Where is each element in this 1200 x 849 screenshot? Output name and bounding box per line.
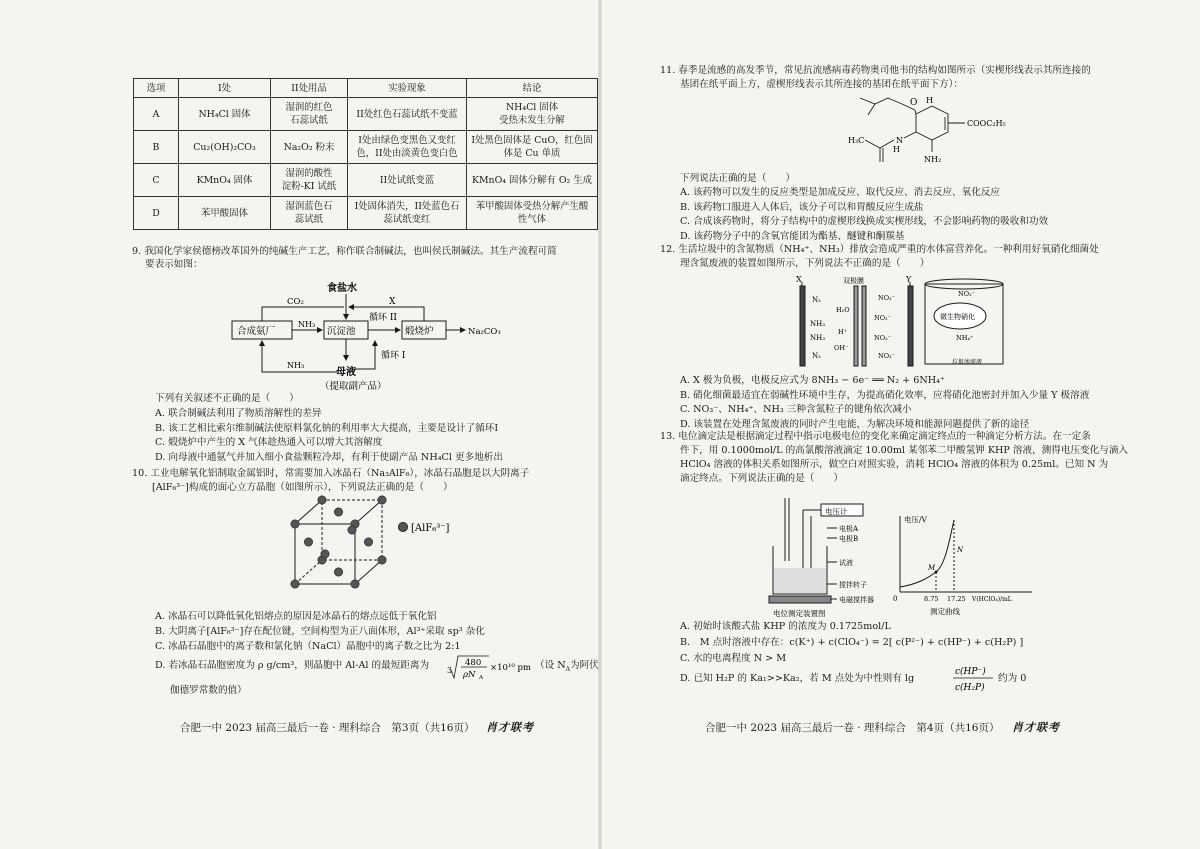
right-page — [600, 0, 1200, 849]
crystal-sphere — [291, 520, 299, 528]
cell-site-1: NH₄Cl 固体 — [179, 98, 271, 131]
molecule-structure — [820, 90, 1040, 170]
q13-stem-4: 滴定终点。下列说法正确的是（ ） — [680, 473, 844, 484]
table-row — [134, 164, 598, 197]
experiment-table — [133, 78, 598, 230]
formula-numerator: 480 — [465, 658, 482, 668]
cell-site-2: 湿润的酸性 淀粉-KI 试纸 — [271, 164, 348, 197]
option-item: C. 水的电离程度 N > M — [680, 653, 787, 664]
q13-option-d-text: D. 已知 H₂P 的 Ka₁>>Ka₂，若 M 点处为中性则有 lg — [680, 673, 915, 684]
crystal-sphere — [378, 496, 386, 504]
q10-option-d-text: D. 若冰晶石晶胞密度为 ρ g/cm³，则晶胞中 Al-Al 的最短距离为 — [155, 660, 430, 671]
option-item: C. NO₃⁻、NH₄⁺、NH₃ 三种含氮粒子的键角依次减小 — [680, 404, 912, 415]
cell-conclusion: I处黑色固体是 CuO，红色固 体是 Cu 单质 — [467, 131, 598, 164]
cell-no3-d: NO₃⁻ — [878, 352, 896, 360]
flow-ammonia-plant: 合成氨厂 — [237, 326, 276, 337]
cell-site-1: 苯甲酸固体 — [179, 197, 271, 230]
cell-option: B — [134, 131, 179, 164]
q9-stem-2: 要表示如图： — [145, 259, 203, 270]
footer-right: 合肥一中 2023 届高三最后一卷 · 理科综合 第4页（共16页） — [705, 722, 1000, 734]
curve-origin: 0 — [893, 595, 898, 603]
cell-leachate: 垃圾渗滤液 — [952, 359, 983, 366]
option-item: B. 大阴离子[AlF₆³⁻]存在配位键，空间构型为正八面体形，Al³⁺采取 sp³ 杂化 — [155, 626, 485, 637]
cell-n2-a: N₂ — [812, 296, 821, 304]
option-item: A. 初始时该酸式盐 KHP 的浓度为 0.1725mol/L — [680, 621, 891, 632]
cell-no3-e: NO₃⁻ — [958, 290, 976, 298]
q9-prompt: 下列有关叙述不正确的是（ ） — [155, 393, 299, 404]
q12-stem-2: 理含氮废液的装置如图所示，下列说法不正确的是（ ） — [680, 258, 930, 269]
crystal-sphere — [334, 508, 342, 516]
option-item: C. 合成该药物时，将分子结构中的虚楔形线换成实楔形线，不会影响药物的吸收和功效 — [680, 216, 1049, 227]
crystal-sphere — [304, 538, 312, 546]
seal-right: 肖才联考 — [1012, 721, 1060, 734]
crystal-sphere — [348, 526, 356, 534]
q10-option-d-end: 伽德罗常数的值） — [170, 685, 247, 696]
curve-xlabel: V(HClO₄)/mL — [972, 596, 1012, 603]
option-item: B. 该药物口服进入人体后，该分子可以和胃酸反应生成盐 — [680, 201, 924, 213]
curve-n: N — [957, 546, 964, 554]
q9-stem-1: 9. 我国化学家侯德榜改革国外的纯碱生产工艺，称作联合制碱法，也叫侯氏制碱法。其生产流程可简 — [132, 246, 557, 257]
header-site-1: I处 — [179, 79, 271, 98]
cell-membrane: 双极膜 — [843, 277, 864, 285]
option-item: B. 硝化细菌最适宜在弱碱性环境中生存，为提高硝化效率，应将硝化池密封并加入少量 Y 极溶液 — [680, 389, 1090, 401]
mol-n: N — [896, 136, 903, 145]
cell-bio: 微生物硝化 — [940, 313, 975, 321]
option-item: D. 该装置在处理含氮废液的同时产生电能，为解决环境和能源问题提供了新的途径 — [680, 418, 1030, 430]
q11-stem-1: 11. 春季是流感的高发季节，常见抗流感病毒药物奥司他韦的结构如图所示（实楔形线表示其所连接的 — [660, 65, 1091, 76]
option-item: C. 冰晶石晶胞中的离子数和氯化钠（NaCl）晶胞中的离子数之比为 2:1 — [155, 641, 461, 652]
crystal-sphere — [351, 580, 359, 588]
option-item: A. X 极为负极，电极反应式为 8NH₃ − 6e⁻ ══ N₂ + 6NH₄⁺ — [680, 375, 945, 386]
cell-h2o: H₂O — [836, 306, 850, 314]
option-item: C. 煅烧炉中产生的 X 气体趁热通入可以增大其溶解度 — [155, 437, 383, 448]
cell-conclusion: NH₄Cl 固体 受热未发生分解 — [467, 98, 598, 131]
flow-diagram — [225, 280, 535, 395]
crystal-legend — [396, 518, 466, 536]
cell-option: A — [134, 98, 179, 131]
apparatus-electrode-b: 电极B — [839, 535, 859, 543]
cell-phenomenon: II处红色石蕊试纸不变蓝 — [348, 98, 467, 131]
crystal-sphere — [321, 550, 329, 558]
mol-nh2: NH₂ — [924, 155, 942, 164]
flow-x-label: X — [389, 297, 396, 307]
curve-x2: 17.25 — [947, 595, 966, 603]
table-header-row — [134, 79, 598, 98]
table-row — [134, 98, 598, 131]
q13-option-d-tail: 约为 0 — [998, 673, 1027, 684]
fraction-numerator: c(HP⁻) — [955, 667, 986, 677]
q10-stem-1: 10. 工业电解氧化铝制取金属铝时，常需要加入冰晶石（Na₃AlF₆），冰晶石晶胞是以大阴离子 — [132, 468, 530, 479]
flow-cycle-1: 循环 I — [381, 351, 406, 361]
header-option: 选项 — [134, 79, 179, 98]
cell-phenomenon: II处试纸变蓝 — [348, 164, 467, 197]
cell-site-2: 湿润蓝色石 蕊试纸 — [271, 197, 348, 230]
option-item: B. M 点时溶液中存在：c(K⁺) + c(ClO₄⁻) = 2[ c(P²⁻) + c(HP⁻) + c(H₂P) ] — [680, 637, 1024, 648]
crystal-sphere — [378, 556, 386, 564]
option-item: D. 向母液中通氨气并加入细小食盐颗粒冷却，有利于使副产品 NH₄Cl 更多地析出 — [155, 451, 503, 463]
mol-h3c: H₃C — [848, 136, 865, 145]
q12-stem-1: 12. 生活垃圾中的含氮物质（NH₄⁺、NH₃）排放会造成严重的水体富营养化。一种利用好氧硝化细菌处 — [660, 244, 1099, 255]
flow-product: Na₂CO₃ — [468, 327, 501, 337]
cell-option: D — [134, 197, 179, 230]
cell-hplus: H⁺ — [838, 328, 848, 336]
apparatus-stirbar: 搅拌转子 — [839, 581, 867, 589]
table-row — [134, 131, 598, 164]
q13-stem-3: HClO₄ 溶液的体积关系如图所示，做空白对照实验，消耗 HClO₄ 溶液的体积为 0.25ml。已知 N 为 — [680, 459, 1109, 470]
cell-option: C — [134, 164, 179, 197]
sphere-icon — [399, 523, 408, 532]
flow-nh3-label-a: NH₃ — [298, 320, 316, 329]
cell-n2-b: N₂ — [812, 352, 821, 360]
apparatus-electrode-a: 电极A — [839, 525, 859, 533]
cell-phenomenon: I处固体消失，II处蓝色石 蕊试纸变红 — [348, 197, 467, 230]
mol-o: O — [910, 98, 918, 108]
mol-h-top: H — [926, 96, 933, 105]
formula-denominator: ρN — [463, 670, 476, 680]
electrochemical-cell-diagram — [790, 274, 1050, 374]
titration-apparatus — [765, 496, 885, 618]
apparatus-sample: 试液 — [839, 559, 853, 567]
crystal-cell-diagram — [280, 494, 400, 602]
flow-byproduct: （提取副产品） — [320, 381, 387, 392]
svg-text:3: 3 — [447, 666, 453, 675]
flow-co2-label: CO₂ — [287, 297, 304, 307]
mol-cooc: COOC₂H₅ — [967, 119, 1006, 128]
cell-y: Y — [906, 275, 912, 284]
option-item: A. 联合制碱法利用了物质溶解性的差异 — [155, 408, 322, 419]
header-phenomenon: 实验现象 — [348, 79, 467, 98]
formula-sub: A — [479, 675, 483, 681]
curve-x1: 8.75 — [924, 595, 939, 603]
flow-tank: 沉淀池 — [327, 326, 356, 337]
cell-site-1: KMnO₄ 固体 — [179, 164, 271, 197]
cell-phenomenon: I处由绿色变黑色又变红 色，II处由淡黄色变白色 — [348, 131, 467, 164]
cell-conclusion: 苯甲酸固体受热分解产生酸 性气体 — [467, 197, 598, 230]
curve-ylabel: 电压/V — [904, 515, 927, 524]
cell-nh4: NH₄⁺ — [956, 334, 974, 342]
cell-site-2: Na₂O₂ 粉末 — [271, 131, 348, 164]
formula-power: ×10¹⁰ pm — [490, 663, 531, 673]
crystal-sphere — [318, 496, 326, 504]
table-body — [134, 98, 598, 230]
mol-h: H — [893, 145, 900, 154]
crystal-legend-label: [AlF₆³⁻] — [411, 523, 450, 534]
cell-ohminus: OH⁻ — [834, 344, 849, 352]
q13-option-d-fraction — [951, 662, 1001, 696]
cell-site-2: 湿润的红色 石蕊试纸 — [271, 98, 348, 131]
option-item: A. 该药物可以发生的反应类型是加成反应、取代反应、消去反应、氧化反应 — [680, 187, 1001, 198]
cell-no3-c: NO₃⁻ — [874, 334, 892, 342]
titration-curve — [890, 512, 1040, 618]
fraction-denominator: c(H₂P) — [955, 683, 985, 693]
cell-x: X — [796, 275, 802, 284]
table-row — [134, 197, 598, 230]
cell-no3-a: NO₃⁻ — [878, 294, 896, 302]
option-item: B. 该工艺相比索尔维制碱法使原料氯化钠的利用率大大提高，主要是设计了循环I — [155, 422, 499, 434]
flow-cycle-2: 循环 II — [369, 313, 397, 323]
apparatus-meter: 电压计 — [825, 507, 848, 516]
q10-option-d-tail: （设 $N_A$为阿伏 — [535, 660, 599, 673]
option-item: D. 该药物分子中的含氧官能团为酯基、醚键和酮羰基 — [680, 230, 905, 242]
q13-stem-2: 件下，用 0.1000mol/L 的高氯酸溶液滴定 10.00ml 某邻苯二甲酸氢钾 KHP 溶液，测得电压变化与滴入 — [680, 445, 1129, 456]
q11-stem-2: 基团在纸平面上方，虚楔形线表示其所连接的基团在纸平面下方）： — [680, 79, 964, 90]
curve-m: M — [928, 564, 936, 572]
option-item: A. 冰晶石可以降低氧化铝熔点的原因是冰晶石的熔点远低于氧化铝 — [155, 611, 437, 622]
flow-mother-liquor: 母液 — [336, 367, 356, 378]
apparatus-stirrer: 电磁搅拌器 — [839, 596, 874, 604]
q13-stem-1: 13. 电位滴定法是根据滴定过程中指示电极电位的变化来确定滴定终点的一种滴定分析方法。在一定条 — [660, 431, 1091, 442]
q10-option-d-formula — [445, 652, 535, 682]
q10-stem-2: [AlF₆³⁻]构成的面心立方晶胞（如图所示），下列说法正确的是（ ） — [152, 482, 453, 493]
flow-nh3-label-b: NH₃ — [287, 361, 305, 370]
flow-furnace: 煅烧炉 — [405, 326, 434, 337]
seal-left: 肖才联考 — [486, 721, 534, 734]
header-site-2: II处用品 — [271, 79, 348, 98]
apparatus-caption: 电位测定装置图 — [773, 609, 826, 618]
crystal-sphere — [334, 568, 342, 576]
q11-prompt: 下列说法正确的是（ ） — [680, 173, 796, 184]
footer-left: 合肥一中 2023 届高三最后一卷 · 理科综合 第3页（共16页） — [180, 722, 475, 734]
cell-conclusion: KMnO₄ 固体分解有 O₂ 生成 — [467, 164, 598, 197]
cell-nh3-b: NH₃ — [810, 334, 826, 342]
cell-site-1: Cu₂(OH)₂CO₃ — [179, 131, 271, 164]
crystal-sphere — [364, 538, 372, 546]
crystal-sphere — [291, 580, 299, 588]
flow-salt-label: 食盐水 — [327, 283, 357, 294]
cell-no3-b: NO₃⁻ — [874, 314, 892, 322]
curve-caption: 测定曲线 — [930, 607, 960, 616]
cell-nh3-a: NH₃ — [810, 320, 826, 328]
header-conclusion: 结论 — [467, 79, 598, 98]
